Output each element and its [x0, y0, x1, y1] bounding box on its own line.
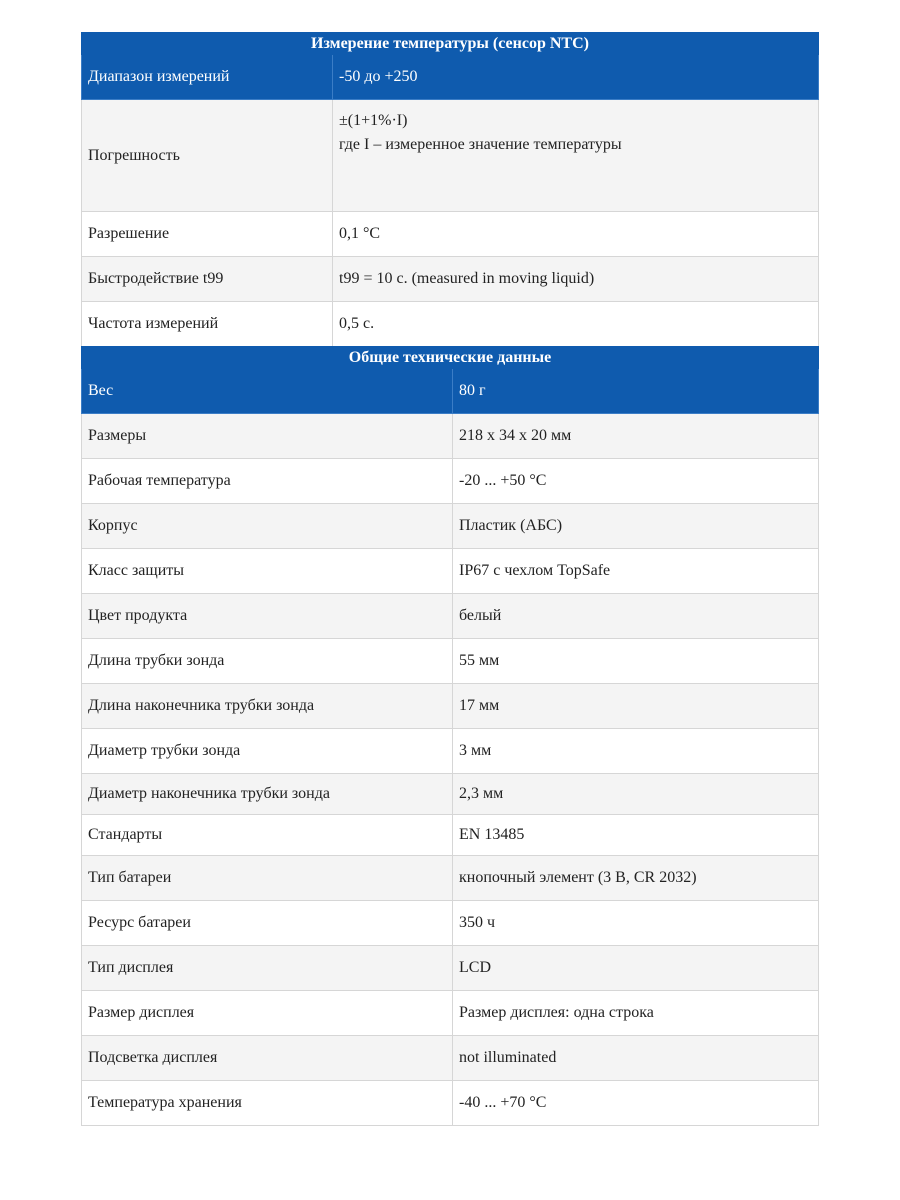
row-value: EN 13485	[453, 815, 819, 856]
row-value: 0,5 c.	[333, 302, 819, 347]
row-value: -50 до +250	[333, 55, 819, 100]
row-value: 3 мм	[453, 729, 819, 774]
row-label: Температура хранения	[82, 1081, 453, 1126]
row-label: Корпус	[82, 504, 453, 549]
table-row	[82, 257, 819, 302]
row-value	[333, 100, 819, 212]
table-row	[82, 55, 819, 100]
row-value: 0,1 °C	[333, 212, 819, 257]
table-row	[82, 729, 819, 774]
row-label: Ресурс батареи	[82, 901, 453, 946]
row-label: Длина наконечника трубки зонда	[82, 684, 453, 729]
table-row	[82, 774, 819, 815]
row-label: Быстродействие t99	[82, 257, 333, 302]
row-label: Разрешение	[82, 212, 333, 257]
row-value: 17 мм	[453, 684, 819, 729]
row-label: Размер дисплея	[82, 991, 453, 1036]
accuracy-note: где I – измеренное значение температуры	[339, 136, 622, 153]
row-label: Класс защиты	[82, 549, 453, 594]
row-label: Диаметр трубки зонда	[82, 729, 453, 774]
table-row	[82, 369, 819, 414]
row-value: 350 ч	[453, 901, 819, 946]
row-value: t99 = 10 c. (measured in moving liquid)	[333, 257, 819, 302]
row-value: белый	[453, 594, 819, 639]
table-row	[82, 414, 819, 459]
row-label: Погрешность	[82, 100, 333, 212]
table-row	[82, 212, 819, 257]
row-value: -20 ... +50 °C	[453, 459, 819, 504]
table-title: Общие технические данные	[82, 347, 819, 369]
row-label: Стандарты	[82, 815, 453, 856]
table-row	[82, 302, 819, 347]
row-label: Тип дисплея	[82, 946, 453, 991]
table-row	[82, 991, 819, 1036]
accuracy-formula: ±(1+1%·I)	[339, 112, 408, 129]
row-value: IP67 с чехлом TopSafe	[453, 549, 819, 594]
row-value: 80 г	[453, 369, 819, 414]
row-value: LCD	[453, 946, 819, 991]
row-label: Подсветка дисплея	[82, 1036, 453, 1081]
table-row	[82, 639, 819, 684]
table-row	[82, 100, 819, 212]
row-value: Пластик (АБС)	[453, 504, 819, 549]
row-value: Размер дисплея: одна строка	[453, 991, 819, 1036]
table-row	[82, 504, 819, 549]
general-technical-data-table	[81, 346, 819, 1126]
row-value: 218 x 34 x 20 мм	[453, 414, 819, 459]
row-label: Длина трубки зонда	[82, 639, 453, 684]
table-row	[82, 856, 819, 901]
row-label: Частота измерений	[82, 302, 333, 347]
temperature-measurement-table	[81, 32, 819, 347]
row-label: Тип батареи	[82, 856, 453, 901]
row-value: -40 ... +70 °C	[453, 1081, 819, 1126]
table-row	[82, 1036, 819, 1081]
table-row	[82, 901, 819, 946]
table-row	[82, 1081, 819, 1126]
table-row	[82, 549, 819, 594]
table-title: Измерение температуры (сенсор NTC)	[82, 33, 819, 55]
table-row	[82, 594, 819, 639]
table-row	[82, 459, 819, 504]
table-row	[82, 946, 819, 991]
row-label: Рабочая температура	[82, 459, 453, 504]
table-row	[82, 815, 819, 856]
row-value: not illuminated	[453, 1036, 819, 1081]
row-label: Размеры	[82, 414, 453, 459]
row-label: Цвет продукта	[82, 594, 453, 639]
row-label: Диаметр наконечника трубки зонда	[82, 774, 453, 815]
row-value: 2,3 мм	[453, 774, 819, 815]
table-row	[82, 684, 819, 729]
row-value: кнопочный элемент (3 В, CR 2032)	[453, 856, 819, 901]
row-label: Диапазон измерений	[82, 55, 333, 100]
row-label: Вес	[82, 369, 453, 414]
row-value: 55 мм	[453, 639, 819, 684]
